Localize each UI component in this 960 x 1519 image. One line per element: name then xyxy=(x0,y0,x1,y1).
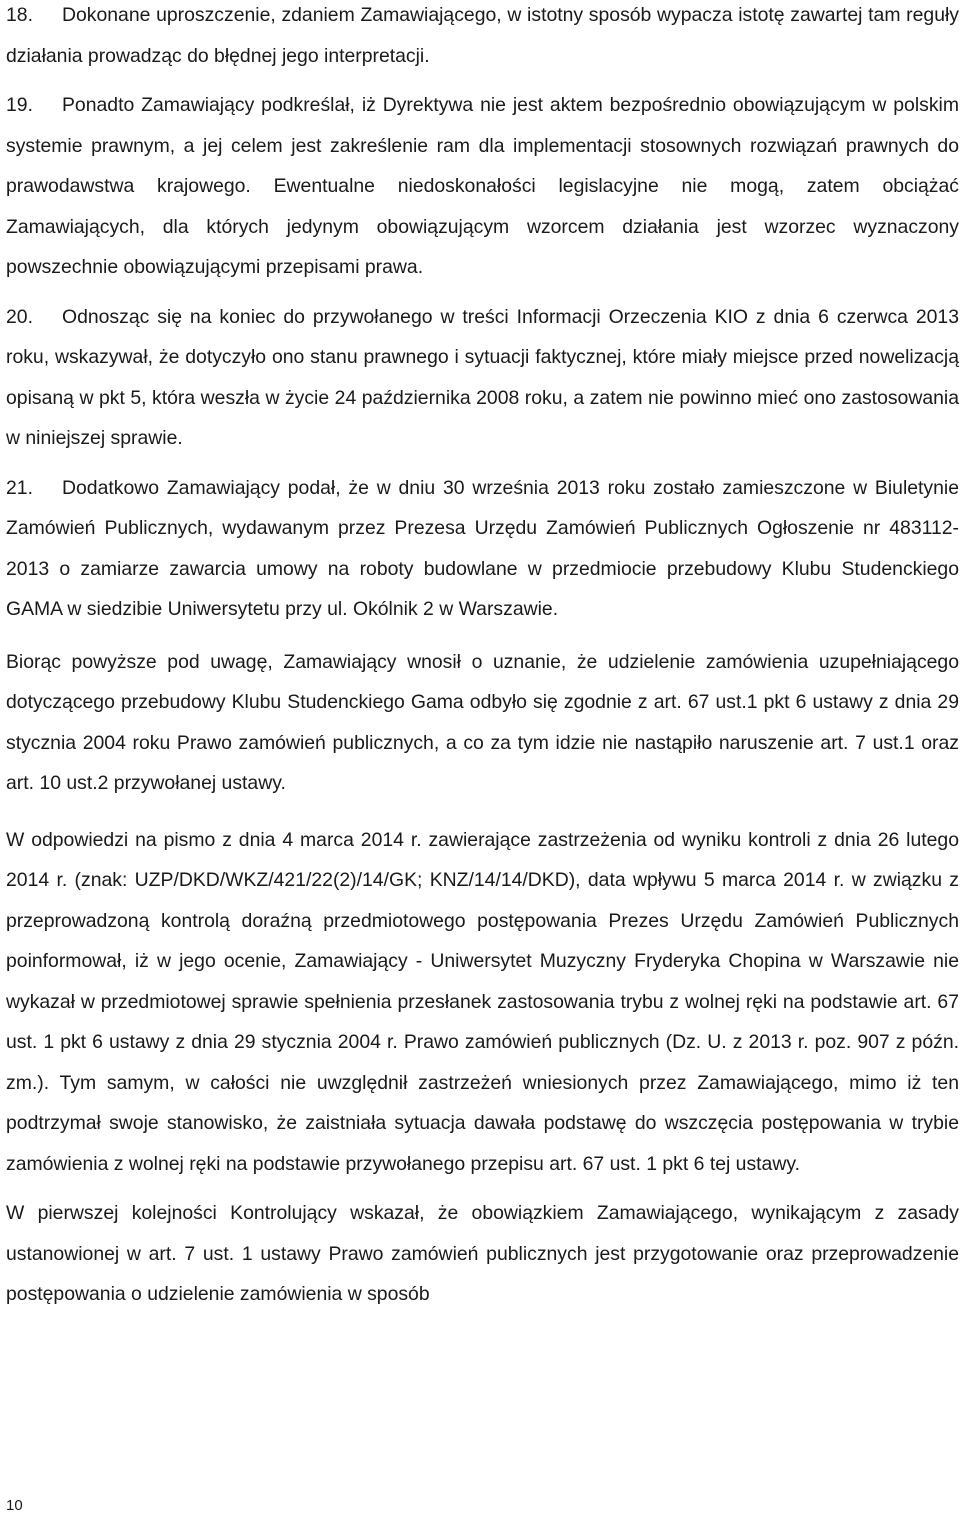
paragraph-text: Odnosząc się na koniec do przywołanego w treści Informacji Orzeczenia KIO z dnia 6 czerwca 2013 roku, wskazywał, że dotyczyło ono stanu prawnego i sytuacji faktycznej, które miały miejsce przed nowelizacją opisaną w pkt 5, która weszła w życie 24 października 2008 roku, a zatem nie powinno mieć ono zastosowania w niniejszej sprawie. xyxy=(6,305,959,449)
paragraph-text: Ponadto Zamawiający podkreślał, iż Dyrektywa nie jest aktem bezpośrednio obowiązującym w polskim systemie prawnym, a jej celem jest zakreślenie ram dla implementacji stosownych rozwiązań prawnych do prawodawstwa krajowego. Ewentualne niedoskonałości legislacyjne nie mogą, zatem obciążać Zamawiających, dla których jedynym obowiązującym wzorcem działania jest wzorzec wyznaczony powszechnie obowiązującymi przepisami prawa. xyxy=(6,94,959,278)
paragraph-20 xyxy=(6,297,959,459)
paragraph-number: 18. xyxy=(6,4,33,26)
paragraph-response xyxy=(6,820,959,1185)
page-number: 10 xyxy=(6,1497,23,1514)
paragraph-text: Dokonane uproszczenie, zdaniem Zamawiającego, w istotny sposób wypacza istotę zawartej tam reguły działania prowadząc do błędnej jego interpretacji. xyxy=(6,4,959,67)
paragraph-text: Dodatkowo Zamawiający podał, że w dniu 30 września 2013 roku zostało zamieszczone w Biuletynie Zamówień Publicznych, wydawanym przez Prezesa Urzędu Zamówień Publicznych Ogłoszenie nr 483112-2013 o zamiarze zawarcia umowy na roboty budowlane w przedmiocie przebudowy Klubu Studenckiego GAMA w siedzibie Uniwersytetu przy ul. Okólnik 2 w Warszawie. xyxy=(6,476,959,620)
document-body xyxy=(6,0,959,1315)
paragraph-text: Biorąc powyższe pod uwagę, Zamawiający wnosił o uznanie, że udzielenie zamówienia uzupełniającego dotyczącego przebudowy Klubu Studenckiego Gama odbyło się zgodnie z art. 67 ust.1 pkt 6 ustawy z dnia 29 stycznia 2004 roku Prawo zamówień publicznych, a co za tym idzie nie nastąpiło naruszenie art. 7 ust.1 oraz art. 10 ust.2 przywołanej ustawy. xyxy=(6,650,959,794)
paragraph-conclusion xyxy=(6,642,959,804)
paragraph-text: W odpowiedzi na pismo z dnia 4 marca 2014 r. zawierające zastrzeżenia od wyniku kontroli z dnia 26 lutego 2014 r. (znak: UZP/DKD/WKZ/421/22(2)/14/GK; KNZ/14/14/DKD), data wpływu 5 marca 2014 r. w związku z przeprowadzoną kontrolą doraźną przedmiotowego postępowania Prezes Urzędu Zamówień Publicznych poinformował, iż w jego ocenie, Zamawiający - Uniwersytet Muzyczny Fryderyka Chopina w Warszawie nie wykazał w przedmiotowej sprawie spełnienia przesłanek zastosowania trybu z wolnej ręki na podstawie art. 67 ust. 1 pkt 6 ustawy z dnia 29 stycznia 2004 r. Prawo zamówień publicznych (Dz. U. z 2013 r. poz. 907 z późn. zm.). Tym samym, w całości nie uwzględnił zastrzeżeń wniesionych przez Zamawiającego, mimo iż ten podtrzymał swoje stanowisko, że zaistniała sytuacja dawała podstawę do wszczęcia postępowania w trybie zamówienia z wolnej ręki na podstawie przywołanego przepisu art. 67 ust. 1 pkt 6 tej ustawy. xyxy=(6,828,959,1175)
paragraph-21 xyxy=(6,468,959,630)
paragraph-18 xyxy=(6,0,959,76)
paragraph-text: W pierwszej kolejności Kontrolujący wskazał, że obowiązkiem Zamawiającego, wynikającym z zasady ustanowionej w art. 7 ust. 1 ustawy Prawo zamówień publicznych jest przygotowanie oraz przeprowadzenie postępowania o udzielenie zamówienia w sposób xyxy=(6,1202,959,1305)
paragraph-number: 19. xyxy=(6,94,33,116)
paragraph-controller xyxy=(6,1193,959,1315)
paragraph-number: 21. xyxy=(6,476,33,499)
paragraph-19 xyxy=(6,85,959,288)
paragraph-number: 20. xyxy=(6,305,33,328)
